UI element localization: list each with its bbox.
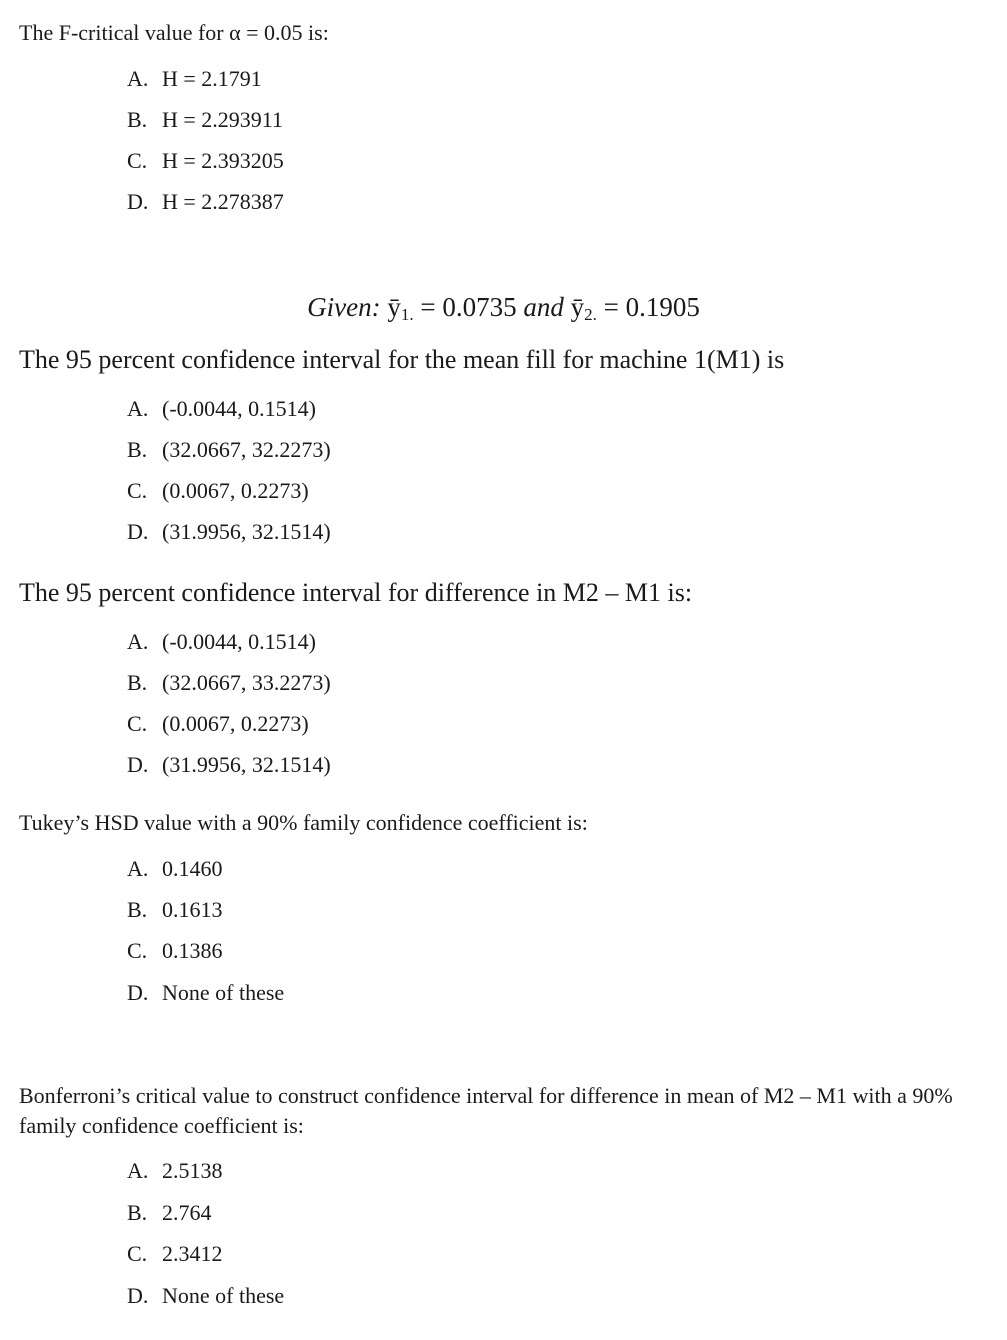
y2-subscript: 2.	[584, 305, 597, 324]
q2-option-b[interactable]	[127, 437, 331, 463]
option-text: (32.0667, 32.2273)	[162, 437, 331, 462]
option-text: (31.9956, 32.1514)	[162, 752, 331, 777]
q1-option-d[interactable]	[127, 189, 284, 215]
q1-option-a[interactable]	[127, 66, 262, 92]
y1-subscript: 1.	[400, 305, 414, 324]
option-text: H = 2.293911	[162, 107, 283, 132]
option-text: 2.3412	[162, 1241, 223, 1266]
option-text: (-0.0044, 0.1514)	[162, 396, 316, 421]
q4-option-d[interactable]	[127, 980, 284, 1006]
option-text: (0.0067, 0.2273)	[162, 478, 309, 503]
question-5-prompt: Bonferroni’s critical value to construct confidence interval for difference in mean of M2 – M1 with a 90% family confidence coefficient is:	[19, 1083, 953, 1138]
option-letter: C.	[127, 1241, 148, 1266]
option-letter: D.	[127, 189, 149, 214]
option-letter: D.	[127, 1283, 149, 1308]
option-text: 0.1460	[162, 856, 223, 881]
y1-symbol: ȳ	[387, 292, 401, 322]
q4-option-c[interactable]	[127, 938, 223, 964]
q5-option-d[interactable]	[127, 1283, 284, 1309]
option-text: 0.1613	[162, 897, 223, 922]
question-1-prompt: The F-critical value for α = 0.05 is:	[19, 20, 329, 45]
option-text: H = 2.1791	[162, 66, 262, 91]
option-text: None of these	[162, 1283, 285, 1308]
option-letter: B.	[127, 670, 148, 695]
question-3-prompt: The 95 percent confidence interval for difference in M2 – M1 is:	[19, 578, 693, 607]
given-equation	[0, 292, 1007, 325]
option-letter: B.	[127, 1200, 148, 1225]
option-letter: A.	[127, 396, 149, 421]
option-letter: A.	[127, 856, 149, 881]
y2-value: = 0.1905	[596, 292, 700, 322]
q3-option-b[interactable]	[127, 670, 331, 696]
option-text: 2.5138	[162, 1158, 223, 1183]
q2-option-a[interactable]	[127, 396, 316, 422]
q4-option-b[interactable]	[127, 897, 223, 923]
option-text: (-0.0044, 0.1514)	[162, 629, 316, 654]
option-text: H = 2.278387	[162, 189, 284, 214]
q4-option-a[interactable]	[127, 856, 223, 882]
and-word: and	[523, 292, 564, 322]
option-letter: C.	[127, 938, 148, 963]
question-2-prompt: The 95 percent confidence interval for the mean fill for machine 1(M1) is	[19, 345, 785, 374]
q2-option-d[interactable]	[127, 519, 331, 545]
option-text: H = 2.393205	[162, 148, 284, 173]
option-letter: A.	[127, 629, 149, 654]
option-letter: D.	[127, 980, 149, 1005]
option-letter: B.	[127, 107, 148, 132]
q3-option-a[interactable]	[127, 629, 316, 655]
option-text: (0.0067, 0.2273)	[162, 711, 309, 736]
option-letter: C.	[127, 148, 148, 173]
option-text: (32.0667, 33.2273)	[162, 670, 331, 695]
y1-value: = 0.0735	[413, 292, 524, 322]
q5-option-a[interactable]	[127, 1158, 223, 1184]
option-text: None of these	[162, 980, 285, 1005]
q2-option-c[interactable]	[127, 478, 309, 504]
y2-symbol: ȳ	[570, 292, 585, 322]
option-letter: C.	[127, 478, 148, 503]
q3-option-d[interactable]	[127, 752, 331, 778]
option-text: (31.9956, 32.1514)	[162, 519, 331, 544]
q1-option-c[interactable]	[127, 148, 284, 174]
question-4-prompt: Tukey’s HSD value with a 90% family confidence coefficient is:	[19, 810, 588, 835]
given-label: Given:	[307, 292, 381, 322]
option-letter: D.	[127, 519, 149, 544]
q5-option-c[interactable]	[127, 1241, 223, 1267]
option-letter: D.	[127, 752, 149, 777]
q3-option-c[interactable]	[127, 711, 309, 737]
option-text: 0.1386	[162, 938, 223, 963]
option-letter: A.	[127, 1158, 149, 1183]
option-letter: A.	[127, 66, 149, 91]
q5-option-b[interactable]	[127, 1200, 212, 1226]
option-letter: C.	[127, 711, 148, 736]
option-letter: B.	[127, 897, 148, 922]
q1-option-b[interactable]	[127, 107, 283, 133]
option-letter: B.	[127, 437, 148, 462]
option-text: 2.764	[162, 1200, 212, 1225]
